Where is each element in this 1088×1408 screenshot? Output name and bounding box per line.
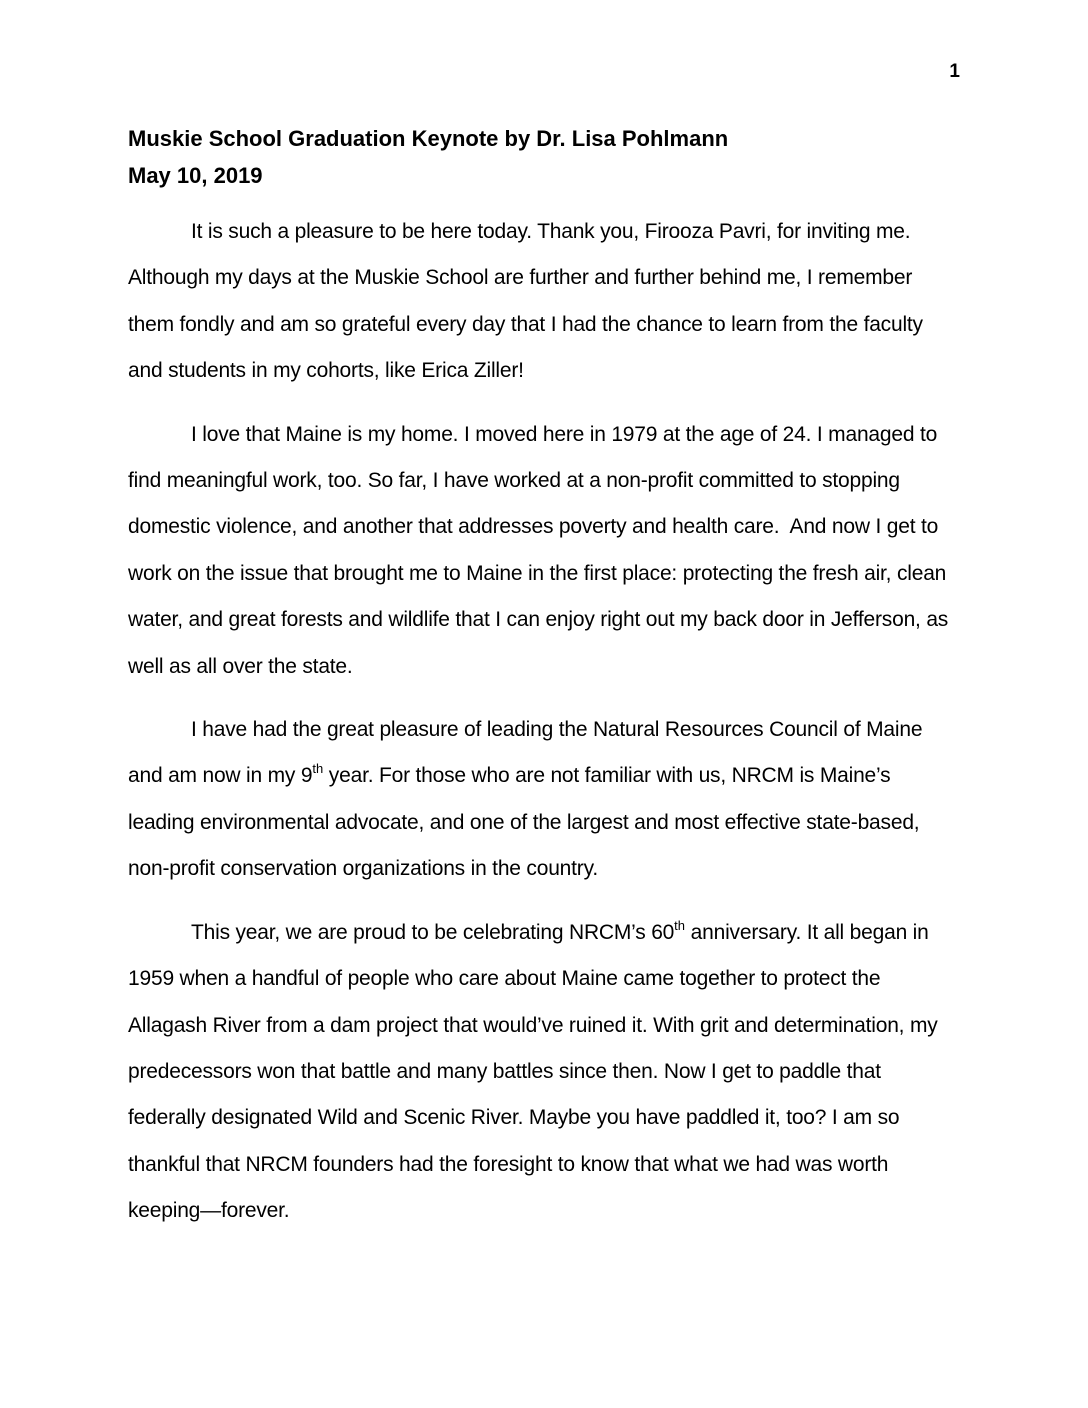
document-date: May 10, 2019 — [128, 163, 263, 188]
paragraph-text: It is such a pleasure to be here today. Thank you, Firooza Pavri, for inviting me. Although my days at the Muskie School are further and further behind me, I remember them fondly and am so grateful every day that I had the chance to learn from the faculty and students in my cohorts, like Erica Ziller! — [128, 220, 929, 383]
page-number: 1 — [949, 61, 960, 82]
paragraph-text: anniversary. It all began in 1959 when a handful of people who care about Maine came together to protect the Allagash River from a dam project that would’ve ruined it. With grit and determination, my predecessors won that battle and many battles since then. Now I get to paddle that federally designated Wild and Scenic River. Maybe you have paddled it, too? I am so thankful that NRCM founders had the foresight to know that what we had was worth keeping—forever. — [128, 920, 944, 1223]
paragraph — [128, 209, 960, 395]
superscript-text: th — [312, 761, 324, 777]
paragraph — [128, 910, 960, 1235]
document-body — [128, 209, 960, 1235]
paragraph — [128, 412, 960, 690]
title-block — [128, 120, 960, 194]
paragraph-text: I have had the great pleasure of leading the Natural Resources Council of Maine and am now in my 9 — [128, 718, 928, 788]
paragraph — [128, 707, 960, 893]
paragraph-text: I love that Maine is my home. I moved here in 1979 at the age of 24. I managed to find meaningful work, too. So far, I have worked at a non-profit committed to stopping domestic violence, and another that addresses poverty and health care. And now I get to work on the issue that brought me to Maine in the first place: protecting the fresh air, clean water, and great forests and wildlife that I can enjoy right out my back door in Jefferson, as well as all over the state. — [128, 422, 954, 678]
document-content — [128, 120, 960, 1252]
paragraph-text: year. For those who are not familiar with us, NRCM is Maine’s leading environmental advocate, and one of the largest and most effective state-based, non-profit conservation organizations in the country. — [128, 764, 926, 881]
superscript-text: th — [674, 917, 686, 933]
document-title: Muskie School Graduation Keynote by Dr. Lisa Pohlmann — [128, 126, 729, 151]
paragraph-text: This year, we are proud to be celebrating NRCM’s 60 — [191, 920, 675, 944]
